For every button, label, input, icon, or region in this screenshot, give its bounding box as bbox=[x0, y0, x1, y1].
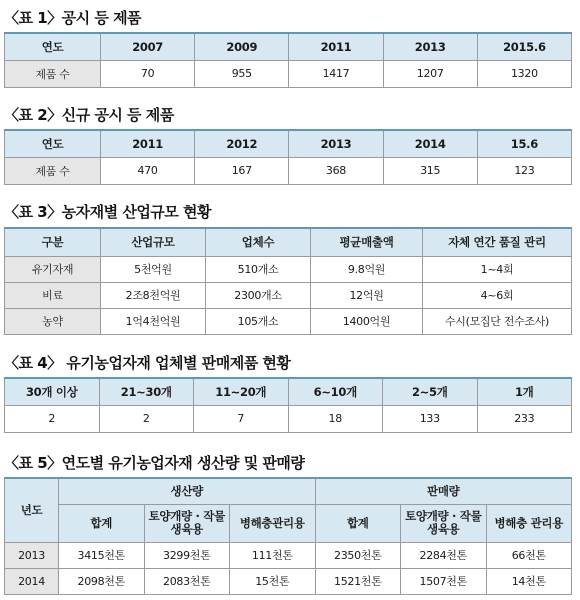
table5-sub-header: 병해충 관리용 bbox=[486, 504, 572, 542]
table2-header-cell: 2013 bbox=[289, 130, 383, 157]
table5-cell: 15천톤 bbox=[230, 568, 316, 594]
table3-cell: 2조8천억원 bbox=[101, 282, 206, 308]
table3-row-label: 농약 bbox=[5, 308, 101, 334]
table3-cell: 1억4천억원 bbox=[101, 308, 206, 334]
table2-cell: 315 bbox=[383, 157, 477, 184]
table5 bbox=[4, 477, 572, 595]
table3-header-cell: 평균매출액 bbox=[311, 228, 423, 256]
table2-row-label: 제품 수 bbox=[5, 157, 101, 184]
table1 bbox=[4, 32, 572, 88]
table2 bbox=[4, 129, 572, 185]
table5-cell: 1507천톤 bbox=[401, 568, 487, 594]
table2-cell: 470 bbox=[101, 157, 195, 184]
table3-header-cell: 산업규모 bbox=[101, 228, 206, 256]
table1-row-label: 제품 수 bbox=[5, 60, 101, 87]
table4-caption: 〈표 4〉 유기농업자재 업체별 판매제품 현황 bbox=[4, 354, 291, 372]
table3-cell: 105개소 bbox=[206, 308, 311, 334]
table2-cell: 167 bbox=[195, 157, 289, 184]
table4-cell: 18 bbox=[288, 405, 383, 432]
table3-cell: 510개소 bbox=[206, 256, 311, 282]
table-row bbox=[5, 157, 572, 184]
table3-cell: 1~4회 bbox=[423, 256, 572, 282]
table5-cell: 111천톤 bbox=[230, 542, 316, 568]
table2-header-cell: 연도 bbox=[5, 130, 101, 157]
table3-row-label: 비료 bbox=[5, 282, 101, 308]
table3-cell: 2300개소 bbox=[206, 282, 311, 308]
table5-sub-header: 합계 bbox=[315, 504, 401, 542]
table5-row-year: 2014 bbox=[5, 568, 59, 594]
table1-caption: 〈표 1〉공시 등 제품 bbox=[4, 9, 142, 27]
table3-cell: 수시(모집단 전수조사) bbox=[423, 308, 572, 334]
table4-cell: 233 bbox=[477, 405, 572, 432]
table3-cell: 12억원 bbox=[311, 282, 423, 308]
table3-cell: 4~6회 bbox=[423, 282, 572, 308]
table5-sub-header: 병해충관리용 bbox=[230, 504, 316, 542]
table2-header-cell: 15.6 bbox=[477, 130, 571, 157]
table-row bbox=[5, 282, 572, 308]
table5-cell: 3299천톤 bbox=[144, 542, 230, 568]
table4-header-cell: 1개 bbox=[477, 378, 572, 405]
table4-cell: 2 bbox=[99, 405, 194, 432]
table3-caption: 〈표 3〉농자재별 산업규모 현황 bbox=[4, 203, 211, 221]
table-row bbox=[5, 60, 572, 87]
table5-cell: 2098천톤 bbox=[59, 568, 145, 594]
table4-cell: 7 bbox=[194, 405, 289, 432]
table-row bbox=[5, 308, 572, 334]
table5-sub-header: 토양개량 · 작물생육용 bbox=[401, 504, 487, 542]
table5-row-year: 2013 bbox=[5, 542, 59, 568]
table1-header-cell: 2013 bbox=[383, 33, 477, 60]
table1-header-cell: 연도 bbox=[5, 33, 101, 60]
table1-header-cell: 2009 bbox=[195, 33, 289, 60]
table5-sub-header: 토양개량 · 작물생육용 bbox=[144, 504, 230, 542]
table5-cell: 2083천톤 bbox=[144, 568, 230, 594]
table4-cell: 133 bbox=[383, 405, 478, 432]
table3-header-cell: 자체 연간 품질 관리 bbox=[423, 228, 572, 256]
table4-header-cell: 30개 이상 bbox=[5, 378, 100, 405]
table4-header-cell: 21~30개 bbox=[99, 378, 194, 405]
table2-header-cell: 2012 bbox=[195, 130, 289, 157]
table3 bbox=[4, 227, 572, 335]
table3-cell: 9.8억원 bbox=[311, 256, 423, 282]
table5-cell: 2284천톤 bbox=[401, 542, 487, 568]
table5-cell: 1521천톤 bbox=[315, 568, 401, 594]
table2-cell: 123 bbox=[477, 157, 571, 184]
table3-header-cell: 업체수 bbox=[206, 228, 311, 256]
table4-header-cell: 2~5개 bbox=[383, 378, 478, 405]
table-row bbox=[5, 256, 572, 282]
table1-cell: 1207 bbox=[383, 60, 477, 87]
table-row bbox=[5, 568, 572, 594]
table5-sub-header: 합계 bbox=[59, 504, 145, 542]
table1-cell: 1320 bbox=[477, 60, 571, 87]
table4-header-cell: 6~10개 bbox=[288, 378, 383, 405]
table3-header-cell: 구분 bbox=[5, 228, 101, 256]
table2-caption: 〈표 2〉신규 공시 등 제품 bbox=[4, 106, 174, 124]
table4-header-cell: 11~20개 bbox=[194, 378, 289, 405]
table4-cell: 2 bbox=[5, 405, 100, 432]
table1-header-cell: 2007 bbox=[101, 33, 195, 60]
table3-row-label: 유기자재 bbox=[5, 256, 101, 282]
table2-header-cell: 2011 bbox=[101, 130, 195, 157]
table5-sales-header: 판매량 bbox=[315, 478, 572, 504]
table5-caption: 〈표 5〉연도별 유기농업자재 생산량 및 판매량 bbox=[4, 454, 305, 472]
table1-header-cell: 2011 bbox=[289, 33, 383, 60]
table2-cell: 368 bbox=[289, 157, 383, 184]
table1-cell: 70 bbox=[101, 60, 195, 87]
table1-cell: 1417 bbox=[289, 60, 383, 87]
table1-cell: 955 bbox=[195, 60, 289, 87]
table2-header-cell: 2014 bbox=[383, 130, 477, 157]
table5-year-header: 년도 bbox=[5, 478, 59, 542]
table3-cell: 5천억원 bbox=[101, 256, 206, 282]
table5-production-header: 생산량 bbox=[59, 478, 316, 504]
table5-cell: 14천톤 bbox=[486, 568, 572, 594]
table5-cell: 3415천톤 bbox=[59, 542, 145, 568]
table4 bbox=[4, 377, 572, 433]
table5-cell: 2350천톤 bbox=[315, 542, 401, 568]
table-row bbox=[5, 542, 572, 568]
table-row bbox=[5, 405, 572, 432]
table1-header-cell: 2015.6 bbox=[477, 33, 571, 60]
table5-cell: 66천톤 bbox=[486, 542, 572, 568]
table3-cell: 1400억원 bbox=[311, 308, 423, 334]
